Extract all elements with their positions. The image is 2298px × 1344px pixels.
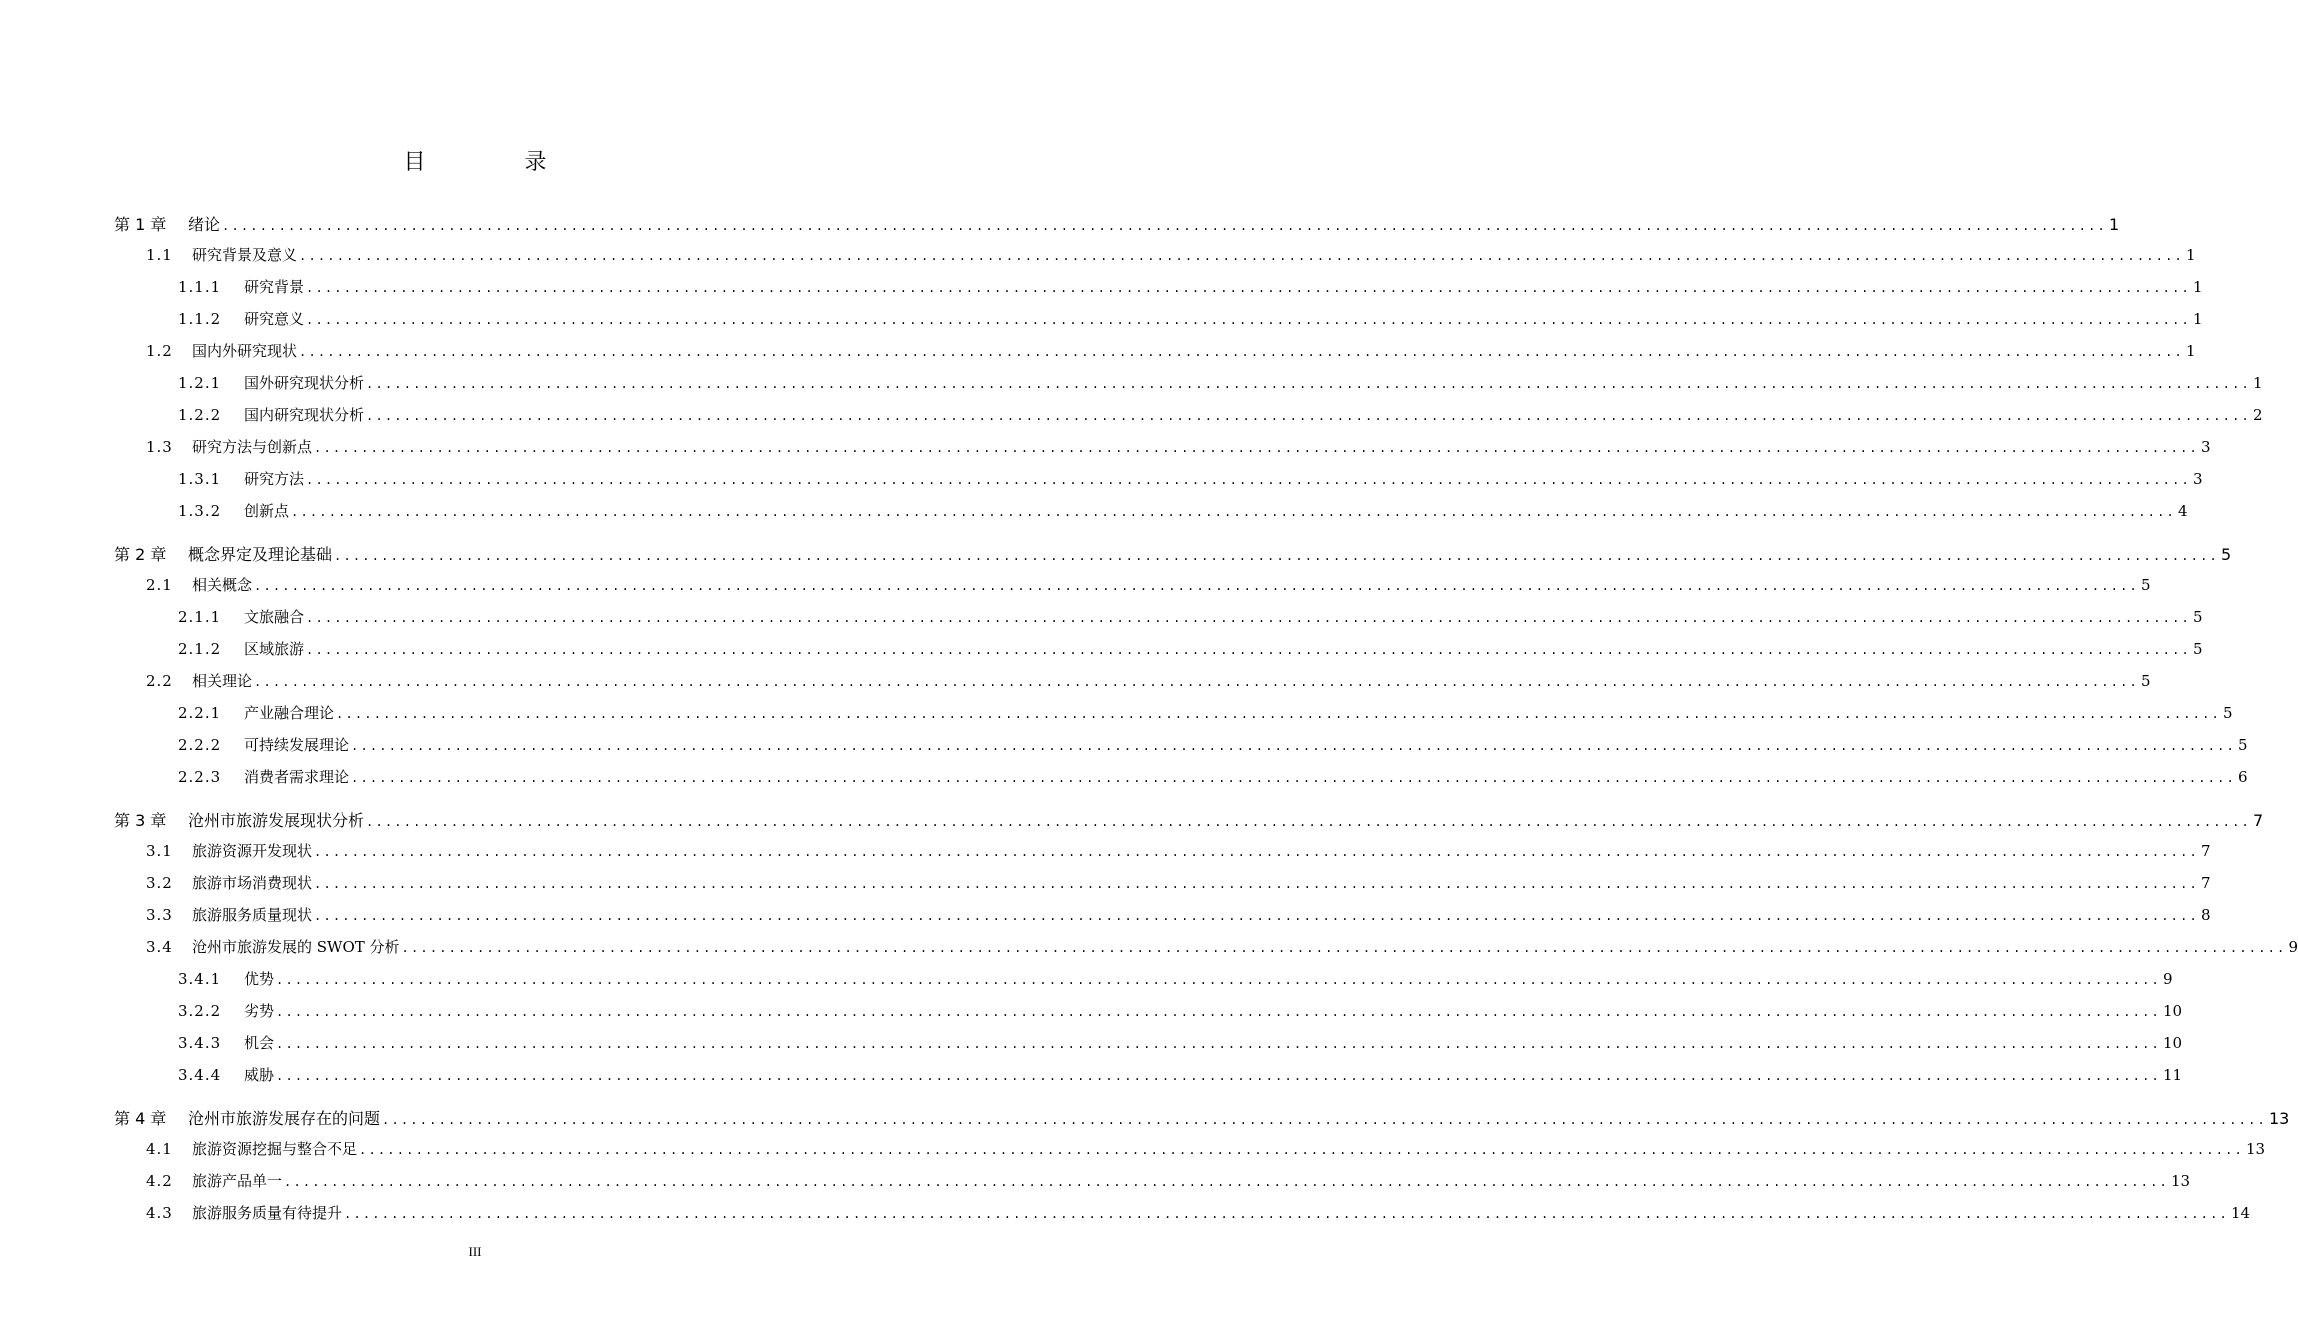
toc-entry-page: 1: [2192, 278, 2203, 296]
toc-entry-label: 研究方法: [244, 470, 305, 488]
toc-leader-dots: ........................................................................................................................................................................................................: [276, 1005, 2161, 1019]
toc-entry-number: 4.1: [146, 1140, 173, 1158]
toc-entry-label: 旅游资源挖掘与整合不足: [192, 1140, 358, 1158]
toc-entry-label: 旅游市场消费现状: [192, 874, 313, 892]
toc-entry-page: 5: [2222, 704, 2233, 722]
toc-entry-page: 1: [2185, 342, 2196, 360]
toc-entry-label: 沧州市旅游发展的 SWOT 分析: [192, 938, 400, 956]
toc-entry-label: 研究意义: [244, 310, 305, 328]
toc-subsection-entry[interactable]: [178, 702, 2233, 728]
toc-entry-number: 2.1.2: [178, 640, 222, 658]
toc-entry-page: 5: [2237, 736, 2248, 754]
toc-leader-dots: ........................................................................................................................................................................................................: [336, 707, 2221, 721]
toc-entry-page: 1: [2252, 374, 2263, 392]
toc-entry-number: 第 4 章: [114, 1109, 167, 1128]
toc-entry-page: 7: [2200, 842, 2211, 860]
toc-leader-dots: ........................................................................................................................................................................................................: [254, 675, 2139, 689]
toc-subsection-entry[interactable]: [178, 1032, 2183, 1058]
toc-entry-number: 2.2.2: [178, 736, 222, 754]
toc-entry-page: 3: [2200, 438, 2211, 456]
toc-entry-label: 优势: [244, 970, 275, 988]
toc-entry-page: 5: [2192, 608, 2203, 626]
toc-entry-label: 文旅融合: [244, 608, 305, 626]
toc-leader-dots: ........................................................................................................................................................................................................: [299, 249, 2184, 263]
toc-subsection-entry[interactable]: [178, 1000, 2183, 1026]
toc-entry-page: 1: [2108, 215, 2120, 234]
toc-leader-dots: ........................................................................................................................................................................................................: [366, 377, 2251, 391]
toc-leader-dots: ........................................................................................................................................................................................................: [359, 1143, 2244, 1157]
toc-entry-page: 11: [2162, 1066, 2183, 1084]
toc-entry-page: 7: [2252, 811, 2264, 830]
toc-chapter-entry[interactable]: [114, 808, 2264, 834]
page-number-footer: III: [468, 1244, 482, 1259]
toc-entry-number: 1.2.2: [178, 406, 222, 424]
toc-section-entry[interactable]: [146, 904, 2211, 930]
toc-leader-dots: ........................................................................................................................................................................................................: [344, 1207, 2229, 1221]
toc-leader-dots: ........................................................................................................................................................................................................: [306, 611, 2191, 625]
toc-subsection-entry[interactable]: [178, 404, 2263, 430]
toc-entry-number: 3.4.4: [178, 1066, 222, 1084]
toc-entry-page: 14: [2230, 1204, 2251, 1222]
toc-leader-dots: ........................................................................................................................................................................................................: [314, 845, 2199, 859]
toc-subsection-entry[interactable]: [178, 468, 2203, 494]
toc-entry-page: 9: [2288, 938, 2298, 956]
toc-entry-number: 2.1.1: [178, 608, 222, 626]
toc-entry-number: 3.1: [146, 842, 173, 860]
toc-entry-label: 沧州市旅游发展现状分析: [188, 811, 365, 830]
toc-entry-number: 1.3: [146, 438, 173, 456]
toc-entry-label: 机会: [244, 1034, 275, 1052]
toc-entry-number: 1.2.1: [178, 374, 222, 392]
toc-subsection-entry[interactable]: [178, 734, 2248, 760]
toc-entry-label: 国外研究现状分析: [244, 374, 365, 392]
toc-entry-label: 研究背景及意义: [192, 246, 298, 264]
toc-entry-label: 威胁: [244, 1066, 275, 1084]
toc-entry-page: 13: [2170, 1172, 2191, 1190]
toc-chapter-entry[interactable]: [114, 542, 2232, 568]
toc-subsection-entry[interactable]: [178, 968, 2173, 994]
toc-entry-number: 3.3: [146, 906, 173, 924]
toc-entry-number: 4.3: [146, 1204, 173, 1222]
toc-entry-label: 消费者需求理论: [244, 768, 350, 786]
toc-section-entry[interactable]: [146, 936, 2298, 962]
toc-entry-page: 1: [2185, 246, 2196, 264]
toc-entry-label: 区域旅游: [244, 640, 305, 658]
toc-leader-dots: ........................................................................................................................................................................................................: [276, 1069, 2161, 1083]
toc-subsection-entry[interactable]: [178, 606, 2203, 632]
toc-entry-page: 10: [2162, 1034, 2183, 1052]
toc-entry-label: 沧州市旅游发展存在的问题: [188, 1109, 381, 1128]
toc-entry-label: 国内外研究现状: [192, 342, 298, 360]
toc-entry-label: 旅游产品单一: [192, 1172, 283, 1190]
toc-entry-label: 创新点: [244, 502, 290, 520]
toc-entry-number: 3.2.2: [178, 1002, 222, 1020]
toc-entry-label: 相关概念: [192, 576, 253, 594]
toc-subsection-entry[interactable]: [178, 1064, 2183, 1090]
toc-entry-label: 旅游服务质量现状: [192, 906, 313, 924]
toc-entry-number: 3.4: [146, 938, 173, 956]
toc-leader-dots: ........................................................................................................................................................................................................: [351, 771, 2236, 785]
toc-entry-page: 1: [2192, 310, 2203, 328]
toc-entry-label: 研究方法与创新点: [192, 438, 313, 456]
toc-entry-label: 研究背景: [244, 278, 305, 296]
toc-leader-dots: ........................................................................................................................................................................................................: [306, 643, 2191, 657]
toc-entry-page: 5: [2140, 672, 2151, 690]
toc-entry-page: 13: [2268, 1109, 2290, 1128]
toc-entry-label: 相关理论: [192, 672, 253, 690]
toc-entry-number: 1.1.2: [178, 310, 222, 328]
toc-entry-label: 国内研究现状分析: [244, 406, 365, 424]
toc-section-entry[interactable]: [146, 840, 2211, 866]
toc-section-entry[interactable]: [146, 670, 2151, 696]
toc-entry-number: 1.3.2: [178, 502, 222, 520]
toc-entry-page: 2: [2252, 406, 2263, 424]
toc-leader-dots: ........................................................................................................................................................................................................: [276, 973, 2161, 987]
toc-leader-dots: ........................................................................................................................................................................................................: [222, 219, 2107, 233]
toc-section-entry[interactable]: [146, 340, 2196, 366]
toc-leader-dots: ........................................................................................................................................................................................................: [299, 345, 2184, 359]
toc-entry-page: 10: [2162, 1002, 2183, 1020]
toc-entry-page: 5: [2140, 576, 2151, 594]
toc-leader-dots: ........................................................................................................................................................................................................: [306, 313, 2191, 327]
toc-entry-page: 6: [2237, 768, 2248, 786]
toc-subsection-entry[interactable]: [178, 308, 2203, 334]
toc-entry-number: 第 2 章: [114, 545, 167, 564]
toc-entry-number: 第 3 章: [114, 811, 167, 830]
toc-entry-page: 9: [2162, 970, 2173, 988]
toc-leader-dots: ........................................................................................................................................................................................................: [291, 505, 2176, 519]
toc-entry-page: 3: [2192, 470, 2203, 488]
toc-section-entry[interactable]: [146, 1138, 2266, 1164]
toc-entry-page: 5: [2220, 545, 2232, 564]
toc-subsection-entry[interactable]: [178, 276, 2203, 302]
toc-title: 目 录: [403, 150, 593, 175]
toc-entry-number: 2.1: [146, 576, 173, 594]
toc-entry-number: 3.4.1: [178, 970, 222, 988]
toc-subsection-entry[interactable]: [178, 372, 2263, 398]
toc-leader-dots: ........................................................................................................................................................................................................: [366, 815, 2251, 829]
toc-leader-dots: ........................................................................................................................................................................................................: [351, 739, 2236, 753]
toc-leader-dots: ........................................................................................................................................................................................................: [306, 281, 2191, 295]
toc-entry-number: 3.4.3: [178, 1034, 222, 1052]
toc-entry-number: 2.2.1: [178, 704, 222, 722]
toc-leader-dots: ........................................................................................................................................................................................................: [366, 409, 2251, 423]
toc-section-entry[interactable]: [146, 872, 2211, 898]
toc-leader-dots: ........................................................................................................................................................................................................: [334, 549, 2219, 563]
toc-entry-label: 旅游资源开发现状: [192, 842, 313, 860]
toc-entry-label: 旅游服务质量有待提升: [192, 1204, 343, 1222]
toc-chapter-entry[interactable]: [114, 1106, 2290, 1132]
toc-leader-dots: ........................................................................................................................................................................................................: [254, 579, 2139, 593]
toc-section-entry[interactable]: [146, 244, 2196, 270]
toc-leader-dots: ........................................................................................................................................................................................................: [382, 1113, 2267, 1127]
toc-entry-page: 7: [2200, 874, 2211, 892]
toc-entry-number: 2.2: [146, 672, 173, 690]
toc-subsection-entry[interactable]: [178, 638, 2203, 664]
toc-section-entry[interactable]: [146, 436, 2211, 462]
toc-leader-dots: ........................................................................................................................................................................................................: [314, 909, 2199, 923]
toc-chapter-entry[interactable]: [114, 212, 2120, 238]
toc-entry-number: 1.1.1: [178, 278, 222, 296]
toc-entry-number: 2.2.3: [178, 768, 222, 786]
toc-entry-label: 劣势: [244, 1002, 275, 1020]
toc-entry-label: 可持续发展理论: [244, 736, 350, 754]
toc-leader-dots: ........................................................................................................................................................................................................: [314, 441, 2199, 455]
toc-section-entry[interactable]: [146, 1170, 2191, 1196]
toc-subsection-entry[interactable]: [178, 500, 2188, 526]
toc-leader-dots: ........................................................................................................................................................................................................: [284, 1175, 2169, 1189]
toc-entry-page: 13: [2245, 1140, 2266, 1158]
toc-leader-dots: ........................................................................................................................................................................................................: [314, 877, 2199, 891]
toc-section-entry[interactable]: [146, 1202, 2251, 1228]
toc-entry-page: 5: [2192, 640, 2203, 658]
toc-leader-dots: ........................................................................................................................................................................................................: [276, 1037, 2161, 1051]
toc-entry-number: 3.2: [146, 874, 173, 892]
toc-subsection-entry[interactable]: [178, 766, 2248, 792]
toc-entry-label: 产业融合理论: [244, 704, 335, 722]
toc-entry-label: 概念界定及理论基础: [188, 545, 333, 564]
toc-entry-number: 1.1: [146, 246, 173, 264]
toc-section-entry[interactable]: [146, 574, 2151, 600]
toc-leader-dots: ........................................................................................................................................................................................................: [306, 473, 2191, 487]
toc-entry-number: 4.2: [146, 1172, 173, 1190]
toc-leader-dots: ........................................................................................................................................................................................................: [401, 941, 2287, 955]
toc-entry-page: 8: [2200, 906, 2211, 924]
toc-entry-number: 1.3.1: [178, 470, 222, 488]
toc-entry-label: 绪论: [188, 215, 221, 234]
toc-entry-number: 1.2: [146, 342, 173, 360]
toc-entry-page: 4: [2177, 502, 2188, 520]
toc-entry-number: 第 1 章: [114, 215, 167, 234]
